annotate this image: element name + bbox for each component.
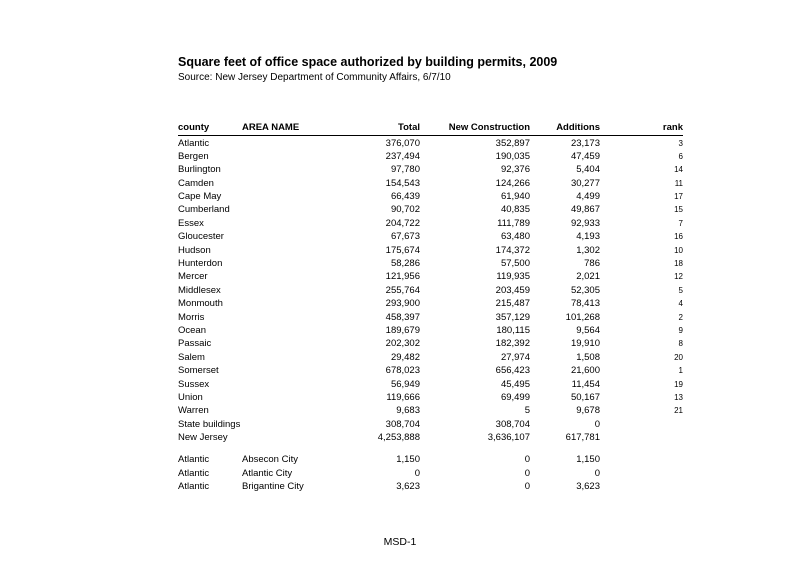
- permits-table: [178, 122, 683, 494]
- cell-rank: 10: [674, 245, 683, 255]
- cell-total: 308,704: [385, 418, 420, 430]
- cell-county: Somerset: [178, 365, 219, 377]
- table-row: [178, 137, 683, 150]
- cell-total: 189,679: [385, 324, 420, 336]
- cell-rank: 4: [678, 299, 683, 309]
- cell-additions: 101,268: [565, 311, 600, 323]
- table-row: [178, 311, 683, 324]
- cell-county: Mercer: [178, 271, 208, 283]
- cell-new-construction: 0: [524, 454, 530, 466]
- cell-rank: 19: [674, 379, 683, 389]
- cell-additions: 1,302: [576, 244, 600, 256]
- cell-total: 1,150: [396, 454, 420, 466]
- cell-total: 119,666: [386, 391, 420, 403]
- cell-rank: 20: [674, 352, 683, 362]
- table-row: [178, 480, 683, 493]
- cell-total: 121,956: [385, 271, 420, 283]
- row-spacer: [178, 444, 683, 453]
- cell-additions: 11,454: [571, 378, 600, 390]
- cell-new-construction: 61,940: [500, 191, 530, 203]
- cell-additions: 78,413: [570, 298, 600, 310]
- source-note: Source: New Jersey Department of Community Affairs, 6/7/10: [178, 72, 451, 83]
- table-row: [178, 270, 683, 283]
- cell-total: 376,070: [385, 137, 420, 149]
- cell-rank: 21: [674, 406, 683, 416]
- cell-county: Cumberland: [178, 204, 230, 216]
- cell-new-construction: 656,423: [495, 365, 530, 377]
- cell-county: Ocean: [178, 324, 206, 336]
- table-row: [178, 467, 683, 480]
- page-footer: MSD-1: [383, 536, 417, 548]
- cell-new-construction: 57,500: [500, 258, 530, 270]
- header-area-name: AREA NAME: [242, 122, 300, 133]
- cell-total: 175,674: [385, 244, 420, 256]
- cell-additions: 617,781: [565, 432, 600, 444]
- cell-total: 9,683: [396, 405, 420, 417]
- cell-new-construction: 180,115: [496, 324, 530, 336]
- cell-county: Burlington: [178, 164, 221, 176]
- cell-total: 97,780: [390, 164, 420, 176]
- cell-new-construction: 215,487: [495, 298, 530, 310]
- cell-county: Warren: [178, 405, 209, 417]
- cell-total: 204,722: [385, 217, 420, 229]
- cell-area-name: Absecon City: [242, 454, 298, 466]
- cell-total: 293,900: [385, 298, 420, 310]
- cell-county: Atlantic: [178, 467, 210, 479]
- cell-additions: 786: [584, 258, 600, 270]
- table-row: [178, 284, 683, 297]
- cell-county: Monmouth: [178, 298, 223, 310]
- table-row: [178, 324, 683, 337]
- cell-area-name: Atlantic City: [242, 467, 293, 479]
- cell-county: Camden: [178, 177, 214, 189]
- county-rows: [178, 137, 683, 445]
- cell-new-construction: 3,636,107: [487, 432, 530, 444]
- table-row: [178, 378, 683, 391]
- table-row: [178, 391, 683, 404]
- cell-additions: 3,623: [576, 481, 600, 493]
- cell-county: Morris: [178, 311, 205, 323]
- cell-rank: 16: [674, 232, 683, 242]
- cell-total: 0: [414, 467, 420, 479]
- cell-total: 255,764: [385, 284, 420, 296]
- cell-new-construction: 124,266: [495, 177, 530, 189]
- cell-rank: 3: [678, 138, 683, 148]
- cell-additions: 49,867: [570, 204, 600, 216]
- cell-additions: 5,404: [576, 164, 600, 176]
- table-row: [178, 190, 683, 203]
- cell-new-construction: 308,704: [495, 418, 530, 430]
- cell-total: 58,286: [390, 258, 420, 270]
- cell-total: 29,482: [390, 351, 420, 363]
- cell-new-construction: 119,935: [496, 271, 530, 283]
- cell-additions: 23,173: [570, 137, 600, 149]
- table-row: [178, 453, 683, 466]
- cell-new-construction: 111,789: [497, 217, 530, 229]
- cell-additions: 9,564: [576, 324, 600, 336]
- cell-county: Salem: [178, 351, 205, 363]
- cell-county: Middlesex: [178, 284, 221, 296]
- table-row: [178, 297, 683, 310]
- cell-total: 66,439: [390, 191, 420, 203]
- table-row: [178, 418, 683, 431]
- cell-additions: 19,910: [570, 338, 600, 350]
- cell-rank: 7: [678, 218, 683, 228]
- table-row: [178, 217, 683, 230]
- cell-new-construction: 63,480: [500, 231, 530, 243]
- table-row: [178, 150, 683, 163]
- cell-total: 4,253,888: [377, 432, 420, 444]
- table-row: [178, 431, 683, 444]
- header-additions: Additions: [556, 122, 600, 133]
- cell-total: 67,673: [390, 231, 420, 243]
- cell-rank: 14: [674, 165, 683, 175]
- header-county: county: [178, 122, 210, 133]
- table-row: [178, 244, 683, 257]
- cell-rank: 11: [674, 178, 683, 188]
- cell-county: Atlantic: [178, 137, 210, 149]
- cell-county: Hunterdon: [178, 258, 223, 270]
- cell-additions: 92,933: [570, 217, 600, 229]
- cell-additions: 9,678: [576, 405, 600, 417]
- table-row: [178, 364, 683, 377]
- cell-new-construction: 190,035: [495, 150, 530, 162]
- cell-rank: 2: [678, 312, 683, 322]
- header-new-construction: New Construction: [448, 122, 530, 133]
- table-row: [178, 230, 683, 243]
- cell-county: Hudson: [178, 244, 211, 256]
- cell-additions: 2,021: [576, 271, 600, 283]
- cell-additions: 4,193: [576, 231, 600, 243]
- cell-additions: 30,277: [570, 177, 600, 189]
- cell-total: 237,494: [385, 150, 420, 162]
- cell-total: 202,302: [385, 338, 420, 350]
- table-row: [178, 177, 683, 190]
- cell-total: 3,623: [396, 481, 420, 493]
- cell-additions: 0: [594, 418, 600, 430]
- cell-new-construction: 40,835: [500, 204, 530, 216]
- table-row: [178, 337, 683, 350]
- cell-rank: 1: [678, 366, 683, 376]
- cell-county: Bergen: [178, 150, 209, 162]
- cell-total: 90,702: [390, 204, 420, 216]
- cell-total: 56,949: [390, 378, 420, 390]
- cell-total: 458,397: [385, 311, 420, 323]
- cell-county: New Jersey: [178, 432, 228, 444]
- cell-county: Essex: [178, 217, 204, 229]
- table-header: [178, 122, 683, 136]
- cell-new-construction: 0: [524, 481, 530, 493]
- header-rank: rank: [662, 122, 683, 133]
- table-row: [178, 163, 683, 176]
- cell-rank: 5: [678, 285, 683, 295]
- cell-new-construction: 182,392: [495, 338, 530, 350]
- cell-rank: 6: [678, 151, 683, 161]
- cell-additions: 4,499: [576, 191, 600, 203]
- cell-rank: 17: [674, 192, 683, 202]
- cell-county: State buildings: [178, 418, 241, 430]
- cell-additions: 0: [594, 467, 600, 479]
- cell-additions: 52,305: [570, 284, 600, 296]
- cell-county: Passaic: [178, 338, 212, 350]
- cell-new-construction: 27,974: [500, 351, 530, 363]
- cell-county: Gloucester: [178, 231, 224, 243]
- cell-rank: 8: [678, 339, 683, 349]
- cell-additions: 21,600: [570, 365, 600, 377]
- cell-county: Atlantic: [178, 454, 210, 466]
- cell-county: Sussex: [178, 378, 210, 390]
- cell-new-construction: 174,372: [495, 244, 530, 256]
- cell-rank: 9: [678, 325, 683, 335]
- municipal-rows: [178, 453, 683, 493]
- cell-rank: 18: [674, 259, 683, 269]
- cell-new-construction: 69,499: [500, 391, 530, 403]
- cell-new-construction: 357,129: [495, 311, 530, 323]
- table-row: [178, 203, 683, 216]
- cell-county: Union: [178, 391, 203, 403]
- cell-additions: 47,459: [570, 150, 600, 162]
- cell-rank: 12: [674, 272, 683, 282]
- table-row: [178, 257, 683, 270]
- cell-new-construction: 45,495: [500, 378, 530, 390]
- cell-new-construction: 352,897: [495, 137, 530, 149]
- cell-rank: 15: [674, 205, 683, 215]
- cell-additions: 50,167: [570, 391, 600, 403]
- page-title: Square feet of office space authorized by building permits, 2009: [178, 55, 558, 69]
- cell-rank: 13: [674, 392, 683, 402]
- cell-area-name: Brigantine City: [242, 481, 304, 493]
- header-total: Total: [398, 122, 420, 133]
- cell-additions: 1,508: [576, 351, 600, 363]
- cell-new-construction: 0: [524, 467, 530, 479]
- table-row: [178, 351, 683, 364]
- cell-new-construction: 203,459: [495, 284, 530, 296]
- cell-county: Atlantic: [178, 481, 210, 493]
- cell-total: 678,023: [385, 365, 420, 377]
- cell-new-construction: 5: [524, 405, 530, 417]
- cell-additions: 1,150: [576, 454, 600, 466]
- cell-county: Cape May: [178, 191, 222, 203]
- table-row: [178, 404, 683, 417]
- cell-new-construction: 92,376: [500, 164, 530, 176]
- cell-total: 154,543: [385, 177, 420, 189]
